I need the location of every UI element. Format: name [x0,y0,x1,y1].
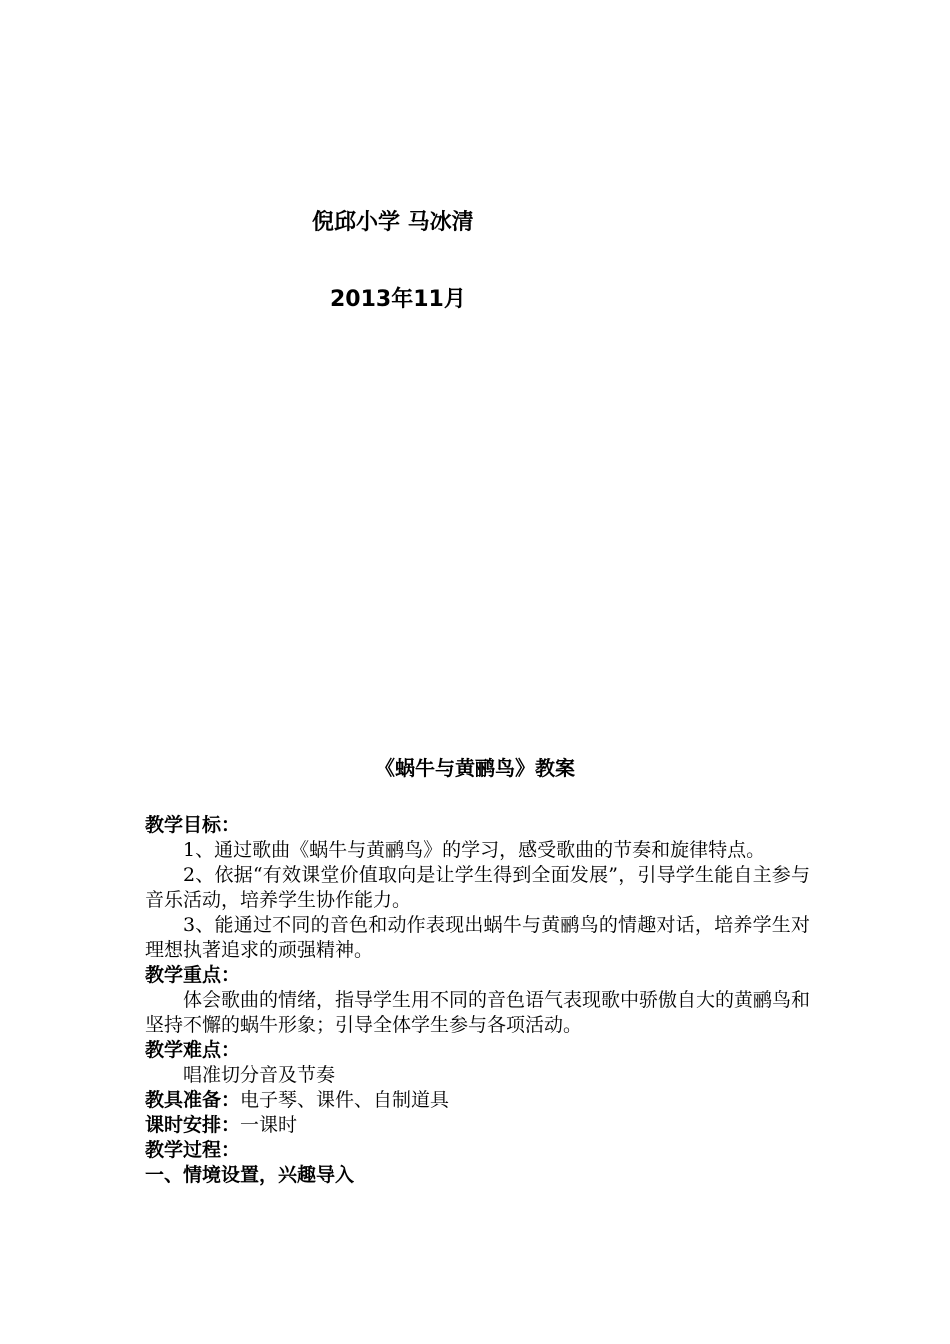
key-points-text: 体会歌曲的情绪，指导学生用不同的音色语气表现歌中骄傲自大的黄鹂鸟和坚持不懈的蜗牛形象；引导全体学生参与各项活动。 [145,989,811,1036]
schedule-text: 一课时 [240,1114,298,1136]
key-points-heading: 教学重点： [145,964,241,986]
cover-author: 倪邱小学 马冰清 [312,210,474,235]
section-heading: 一、情境设置，兴趣导入 [145,1164,355,1186]
objective-item: 2、依据“有效课堂价值取向是让学生得到全面发展”，引导学生能自主参与音乐活动，培养学生协作能力。 [145,864,810,911]
schedule-label: 课时安排： [145,1114,241,1136]
process-heading: 教学过程： [145,1139,241,1161]
difficulties-heading: 教学难点： [145,1039,241,1061]
objective-item: 3、能通过不同的音色和动作表现出蜗牛与黄鹂鸟的情趣对话，培养学生对理想执著追求的顽强精神。 [145,914,810,961]
difficulties-text: 唱准切分音及节奏 [183,1064,336,1086]
materials-line [145,1088,810,1113]
schedule-line [145,1113,810,1138]
materials-text: 电子琴、课件、自制道具 [240,1089,450,1111]
cover-date: 2013年11月 [330,287,466,312]
objectives-heading: 教学目标： [145,814,241,836]
lesson-title: 《蜗牛与黄鹂鸟》教案 [375,756,575,780]
objective-item: 1、通过歌曲《蜗牛与黄鹂鸟》的学习，感受歌曲的节奏和旋律特点。 [183,839,766,861]
materials-label: 教具准备： [145,1089,241,1111]
lesson-body [145,813,810,1188]
